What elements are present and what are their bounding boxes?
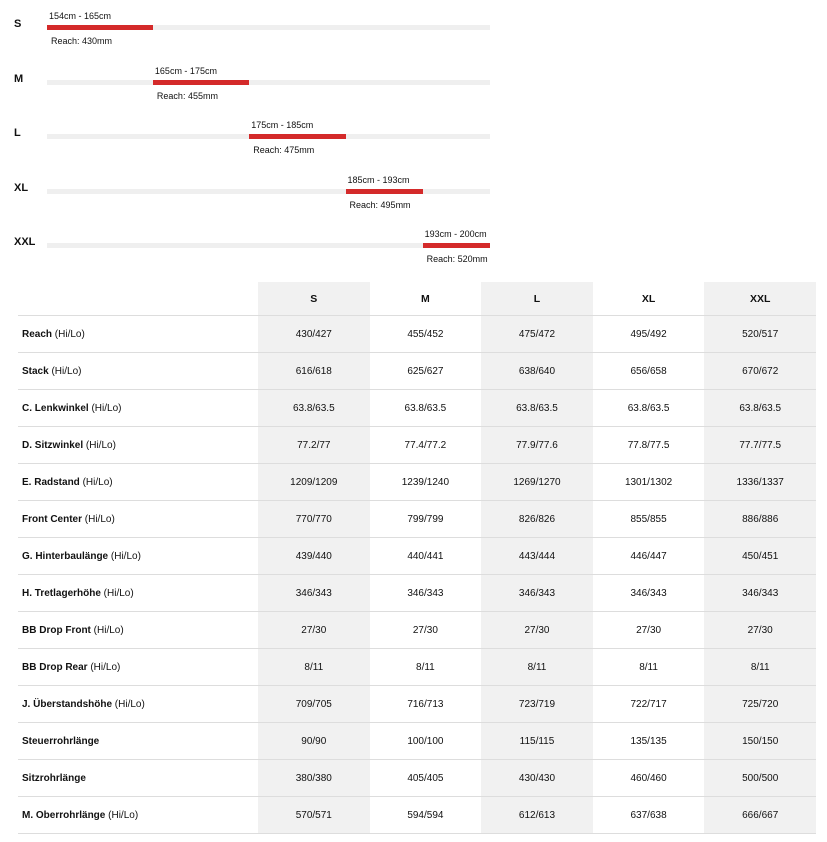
parameter-name: J. Überstandshöhe <box>22 698 113 710</box>
value-cell: 346/343 <box>481 575 593 612</box>
height-range-label: 185cm - 193cm <box>347 174 410 185</box>
size-label: M <box>14 72 24 85</box>
height-range-label: 193cm - 200cm <box>424 229 487 239</box>
value-cell: 346/343 <box>258 575 370 612</box>
parameter-name: M. Oberrohrlänge <box>22 809 106 821</box>
parameter-label <box>18 501 258 538</box>
value-cell: 722/717 <box>593 686 705 723</box>
parameter-suffix: (Hi/Lo) <box>79 476 113 488</box>
height-track <box>47 189 490 194</box>
value-cell: 460/460 <box>593 760 705 797</box>
value-cell: 799/799 <box>370 501 482 538</box>
value-cell: 100/100 <box>370 723 482 760</box>
value-cell: 346/343 <box>593 575 705 612</box>
value-cell: 670/672 <box>704 353 816 390</box>
value-cell: 594/594 <box>370 797 482 834</box>
parameter-label <box>18 797 258 834</box>
value-cell: 725/720 <box>704 686 816 723</box>
parameter-label <box>18 538 258 575</box>
value-cell: 430/430 <box>481 760 593 797</box>
size-label: XL <box>14 181 29 194</box>
value-cell: 8/11 <box>481 649 593 686</box>
value-cell: 405/405 <box>370 760 482 797</box>
value-cell: 770/770 <box>258 501 370 538</box>
value-cell: 77.4/77.2 <box>370 427 482 464</box>
parameter-suffix: (Hi/Lo) <box>52 328 85 340</box>
value-cell: 8/11 <box>370 649 482 686</box>
value-cell: 443/444 <box>481 538 593 575</box>
value-cell: 77.2/77 <box>258 427 370 464</box>
size-label: L <box>14 127 21 139</box>
parameter-suffix: (Hi/Lo) <box>108 550 141 562</box>
parameter-name: C. Lenkwinkel <box>22 402 89 414</box>
geometry-table <box>18 282 816 834</box>
size-column-header: XL <box>593 282 705 316</box>
value-cell: 500/500 <box>704 760 816 797</box>
value-cell: 450/451 <box>704 538 816 575</box>
parameter-suffix: (Hi/Lo) <box>100 587 134 599</box>
value-cell: 27/30 <box>593 612 705 649</box>
parameter-name: Sitzrohrlänge <box>22 772 86 784</box>
value-cell: 150/150 <box>704 723 816 760</box>
height-track <box>47 80 490 85</box>
reach-label: Reach: 495mm <box>349 199 411 210</box>
value-cell: 346/343 <box>370 575 482 612</box>
value-cell: 716/713 <box>370 686 482 723</box>
table-row <box>18 464 816 501</box>
value-cell: 446/447 <box>593 538 705 575</box>
table-row <box>18 686 816 723</box>
table-row <box>18 353 816 390</box>
parameter-label <box>18 686 258 723</box>
value-cell: 63.8/63.5 <box>704 390 816 427</box>
value-cell: 439/440 <box>258 538 370 575</box>
value-cell: 77.7/77.5 <box>704 427 816 464</box>
value-cell: 346/343 <box>704 575 816 612</box>
value-cell: 63.8/63.5 <box>593 390 705 427</box>
parameter-label <box>18 427 258 464</box>
parameter-suffix: (Hi/Lo) <box>48 365 82 377</box>
value-cell: 27/30 <box>370 612 482 649</box>
value-cell: 520/517 <box>704 316 816 353</box>
value-cell: 666/667 <box>704 797 816 834</box>
parameter-name: E. Radstand <box>22 476 80 488</box>
size-column-header: L <box>481 282 593 316</box>
parameter-label <box>18 575 258 612</box>
table-row <box>18 723 816 760</box>
parameter-name: H. Tretlagerhöhe <box>22 587 101 599</box>
value-cell: 1209/1209 <box>258 464 370 501</box>
value-cell: 63.8/63.5 <box>258 390 370 427</box>
parameter-name: Stack <box>22 365 49 377</box>
value-cell: 77.8/77.5 <box>593 427 705 464</box>
rider-height-size-chart <box>0 0 827 270</box>
value-cell: 430/427 <box>258 316 370 353</box>
value-cell: 886/886 <box>704 501 816 538</box>
height-range-label: 154cm - 165cm <box>49 11 112 21</box>
parameter-label <box>18 612 258 649</box>
table-row <box>18 501 816 538</box>
size-label: XXL <box>14 236 36 248</box>
value-cell: 855/855 <box>593 501 705 538</box>
parameter-label <box>18 649 258 686</box>
parameter-suffix: (Hi/Lo) <box>87 661 121 673</box>
height-range-bar <box>153 80 249 85</box>
parameter-header <box>18 282 258 316</box>
value-cell: 380/380 <box>258 760 370 797</box>
parameter-suffix: (Hi/Lo) <box>83 439 116 451</box>
parameter-name: BB Drop Front <box>22 624 91 636</box>
geometry-table-body <box>18 316 816 834</box>
size-column-header: S <box>258 282 370 316</box>
value-cell: 637/638 <box>593 797 705 834</box>
parameter-suffix: (Hi/Lo) <box>112 698 145 710</box>
reach-label: Reach: 455mm <box>156 90 218 101</box>
parameter-label <box>18 316 258 353</box>
value-cell: 709/705 <box>258 686 370 723</box>
size-row <box>0 1 827 55</box>
value-cell: 1336/1337 <box>704 464 816 501</box>
parameter-label <box>18 723 258 760</box>
value-cell: 455/452 <box>370 316 482 353</box>
parameter-label <box>18 464 258 501</box>
table-row <box>18 612 816 649</box>
value-cell: 8/11 <box>704 649 816 686</box>
parameter-name: Reach <box>22 328 53 340</box>
parameter-suffix: (Hi/Lo) <box>90 624 124 636</box>
value-cell: 616/618 <box>258 353 370 390</box>
value-cell: 27/30 <box>481 612 593 649</box>
parameter-label <box>18 390 258 427</box>
height-range-bar <box>47 25 153 30</box>
parameter-suffix: (Hi/Lo) <box>105 809 139 821</box>
value-cell: 495/492 <box>593 316 705 353</box>
value-cell: 27/30 <box>258 612 370 649</box>
parameter-label <box>18 760 258 797</box>
size-column-header: M <box>370 282 482 316</box>
header-row <box>18 282 816 316</box>
value-cell: 77.9/77.6 <box>481 427 593 464</box>
parameter-name: G. Hinterbaulänge <box>22 550 109 562</box>
parameter-name: D. Sitzwinkel <box>22 439 84 451</box>
value-cell: 90/90 <box>258 723 370 760</box>
value-cell: 63.8/63.5 <box>370 390 482 427</box>
parameter-label <box>18 353 258 390</box>
table-row <box>18 390 816 427</box>
value-cell: 1301/1302 <box>593 464 705 501</box>
reach-label: Reach: 430mm <box>51 36 113 46</box>
size-label: S <box>14 18 22 30</box>
geometry-table-header <box>18 282 816 316</box>
height-range-bar <box>346 189 423 194</box>
parameter-suffix: (Hi/Lo) <box>88 402 122 414</box>
parameter-name: BB Drop Rear <box>22 661 88 673</box>
height-range-label: 175cm - 185cm <box>251 120 314 130</box>
value-cell: 115/115 <box>481 723 593 760</box>
table-row <box>18 797 816 834</box>
parameter-suffix: (Hi/Lo) <box>82 513 115 525</box>
reach-label: Reach: 520mm <box>426 254 488 264</box>
table-row <box>18 316 816 353</box>
value-cell: 638/640 <box>481 353 593 390</box>
parameter-name: Steuerrohrlänge <box>22 735 100 747</box>
table-row <box>18 427 816 464</box>
size-row <box>0 110 827 164</box>
value-cell: 1239/1240 <box>370 464 482 501</box>
value-cell: 826/826 <box>481 501 593 538</box>
size-row <box>0 56 827 110</box>
table-row <box>18 575 816 612</box>
height-range-bar <box>249 134 345 139</box>
value-cell: 612/613 <box>481 797 593 834</box>
height-range-bar <box>423 243 490 248</box>
size-column-header: XXL <box>704 282 816 316</box>
value-cell: 625/627 <box>370 353 482 390</box>
value-cell: 1269/1270 <box>481 464 593 501</box>
table-row <box>18 538 816 575</box>
value-cell: 63.8/63.5 <box>481 390 593 427</box>
value-cell: 135/135 <box>593 723 705 760</box>
size-row <box>0 165 827 219</box>
table-row <box>18 760 816 797</box>
value-cell: 8/11 <box>593 649 705 686</box>
table-row <box>18 649 816 686</box>
value-cell: 475/472 <box>481 316 593 353</box>
parameter-name: Front Center <box>22 513 82 525</box>
height-range-label: 165cm - 175cm <box>154 65 217 76</box>
value-cell: 440/441 <box>370 538 482 575</box>
value-cell: 723/719 <box>481 686 593 723</box>
value-cell: 27/30 <box>704 612 816 649</box>
reach-label: Reach: 475mm <box>253 145 315 155</box>
value-cell: 8/11 <box>258 649 370 686</box>
size-row <box>0 219 827 273</box>
value-cell: 570/571 <box>258 797 370 834</box>
value-cell: 656/658 <box>593 353 705 390</box>
